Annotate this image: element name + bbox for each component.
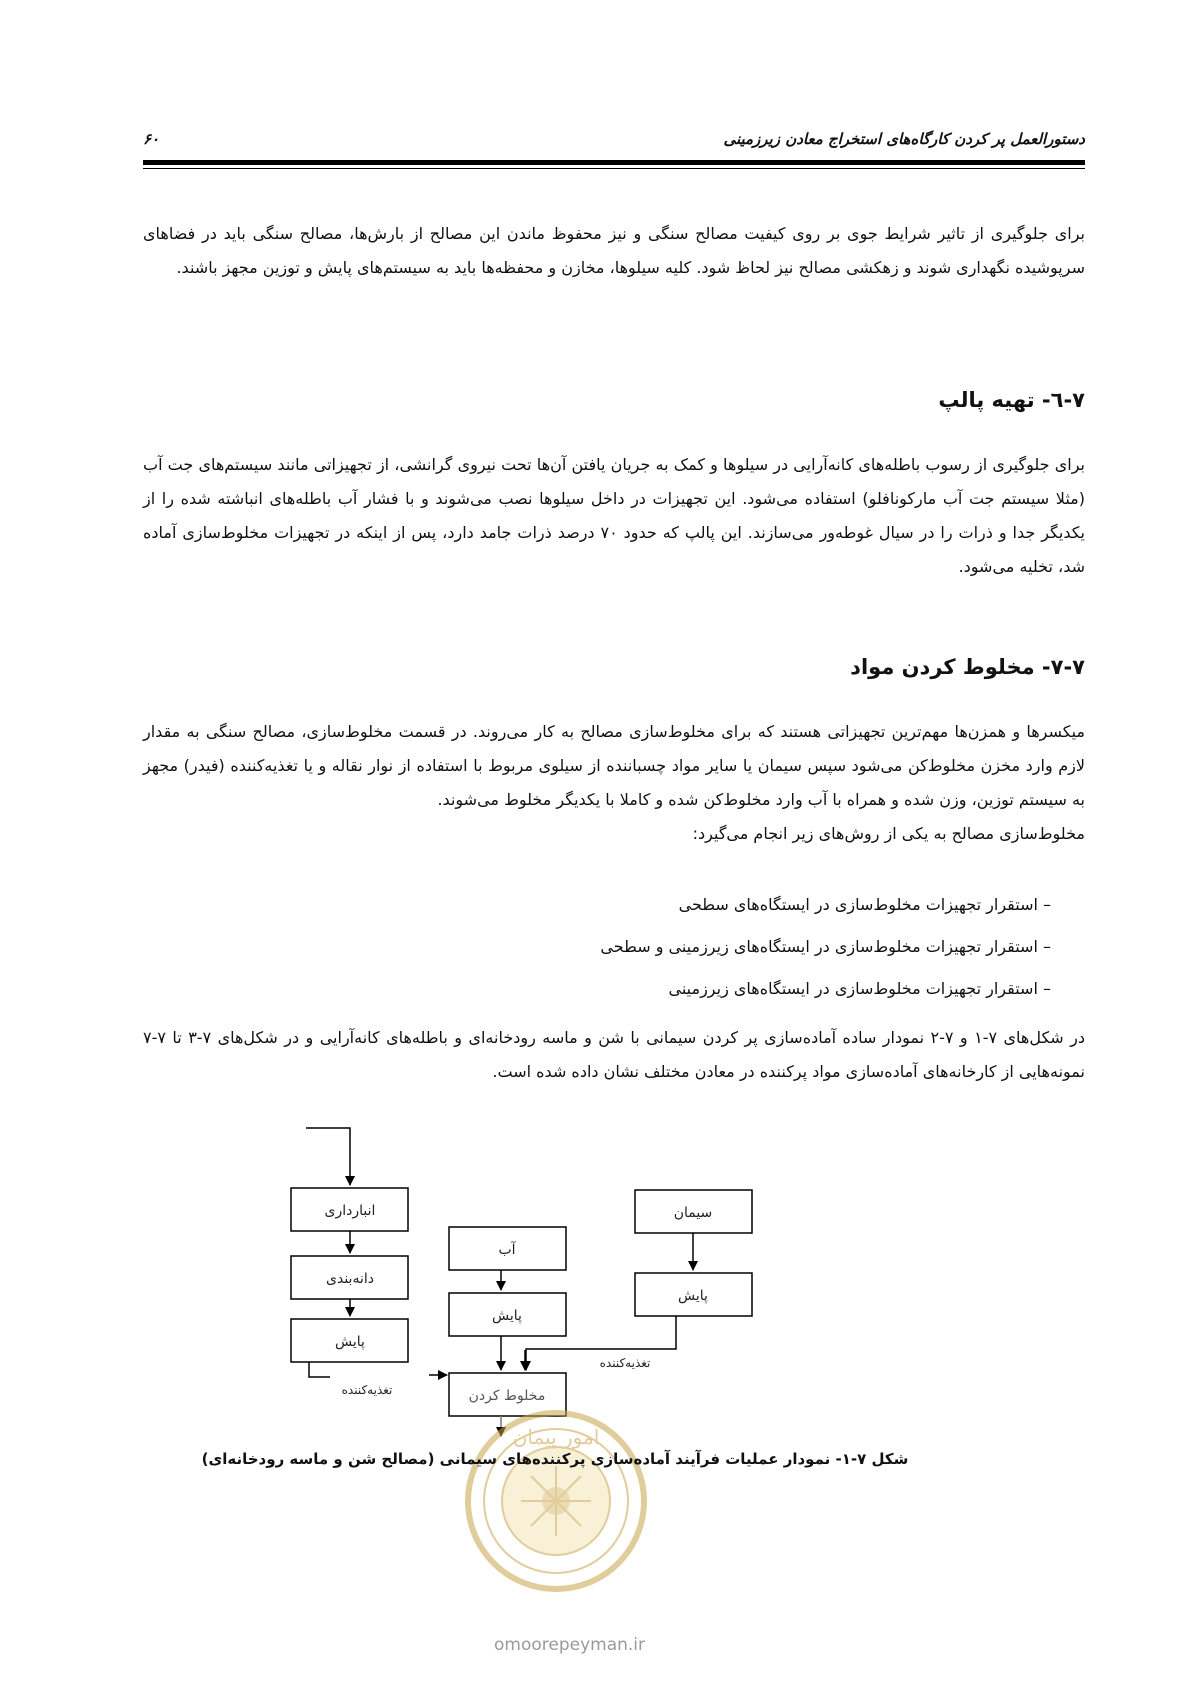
intro-paragraph: برای جلوگیری از تاثیر شرایط جوی بر روی کیفیت مصالح سنگی و نیز محفوظ ماندن این مصالح از بارش‌ها، مصالح سنگی باید در فضاهای سرپوشیده نگهداری شوند و زهکشی مصالح نیز لحاظ شود. کلیه سیلوها، مخازن و محفظه‌ها باید به سیستم‌های پایش و توزین مجهز باشند. <box>143 224 1085 277</box>
section-body-mixing-last: مخلوط‌سازی مصالح به یکی از روش‌های زیر انجام می‌گیرد: <box>692 824 1085 843</box>
page-number: ۶۰ <box>143 130 160 148</box>
list-item: – استقرار تجهیزات مخلوط‌سازی در ایستگاه‌های سطحی <box>678 895 1051 914</box>
section-heading-pulp: ۷-٦- تهیه پالپ <box>938 388 1085 412</box>
watermark-site-url: omoorepeyman.ir <box>494 1635 646 1655</box>
monitor-mid-label: پایش <box>492 1308 522 1324</box>
figure-reference-paragraph: در شکل‌های ۷-۱ و ۷-۲ نمودار ساده آماده‌سازی پر کردن سیمانی با شن و ماسه رودخانه‌ای و باطله‌های کانه‌آرایی و در شکل‌های ۷-۳ تا ۷-۷ نمونه‌هایی از کارخانه‌های آماده‌سازی مواد پرکننده در معادن مختلف نشان داده شده است. <box>143 1028 1085 1081</box>
monitor-left-label: پایش <box>335 1334 365 1350</box>
feeder-right-label: تغذیه‌کننده <box>599 1356 651 1370</box>
grading-label: دانه‌بندی <box>326 1271 374 1287</box>
storage-label: انبارداری <box>324 1203 376 1219</box>
header-title: دستورالعمل پر کردن کارگاه‌های استخراج معادن زیرزمینی <box>723 130 1085 148</box>
section-heading-mixing: ۷-۷- مخلوط کردن مواد <box>850 655 1085 679</box>
monitor-right-label: پایش <box>678 1288 708 1304</box>
section-body-pulp: برای جلوگیری از رسوب باطله‌های کانه‌آرایی در سیلوها و کمک به جریان یافتن آن‌ها تحت نیروی گرانشی، از تجهیزاتی مانند سیستم‌های جت آب (مثلا سیستم جت آب مارکونافلو) استفاده می‌شود. این تجهیزات در داخل سیلوها نصب می‌شوند و با فشار آب باطله‌های انباشته شده را از یکدیگر جدا و ذرات را در سیال غوطه‌ور می‌سازند. این پالپ که حدود ۷۰ درصد ذرات جامد دارد، پس از اینکه در تجهیزات مخلوط‌سازی آماده شد، تخلیه می‌شود. <box>143 455 1086 576</box>
input-arrow-left <box>306 1128 350 1185</box>
svg-text:امور پیمان: امور پیمان <box>512 1425 600 1449</box>
watermark-seal-logo <box>461 1406 651 1596</box>
figure-caption: شکل ۷-۱- نمودار عملیات فرآیند آماده‌سازی پرکننده‌های سیمانی (مصالح شن و ماسه رودخانه‌ای) <box>201 1450 909 1468</box>
water-label: آب <box>498 1242 516 1258</box>
list-item: – استقرار تجهیزات مخلوط‌سازی در ایستگاه‌های زیرزمینی و سطحی <box>600 937 1051 956</box>
list-item: – استقرار تجهیزات مخلوط‌سازی در ایستگاه‌های زیرزمینی <box>668 979 1051 998</box>
feeder-left-label: تغذیه‌کننده <box>341 1383 393 1397</box>
feeder-left-line <box>309 1362 330 1377</box>
mixing-label: مخلوط کردن <box>468 1388 546 1404</box>
section-body-mixing: میکسرها و همزن‌ها مهم‌ترین تجهیزاتی هستند که برای مخلوط‌سازی مصالح به کار می‌روند. در قسمت مخلوط‌سازی، مصالح سنگی به مقدار لازم وارد مخزن مخلوط‌کن می‌شود سپس سیمان یا سایر مواد چسباننده از سیلوی مربوط با استفاده از نوار نقاله و یا تغذیه‌کننده (فیدر) مجهز به سیستم توزین، وزن شده و همراه با آب وارد مخلوط‌کن شده و کاملا با یکدیگر مخلوط می‌شوند. <box>143 722 1085 809</box>
cement-label: سیمان <box>673 1205 713 1221</box>
